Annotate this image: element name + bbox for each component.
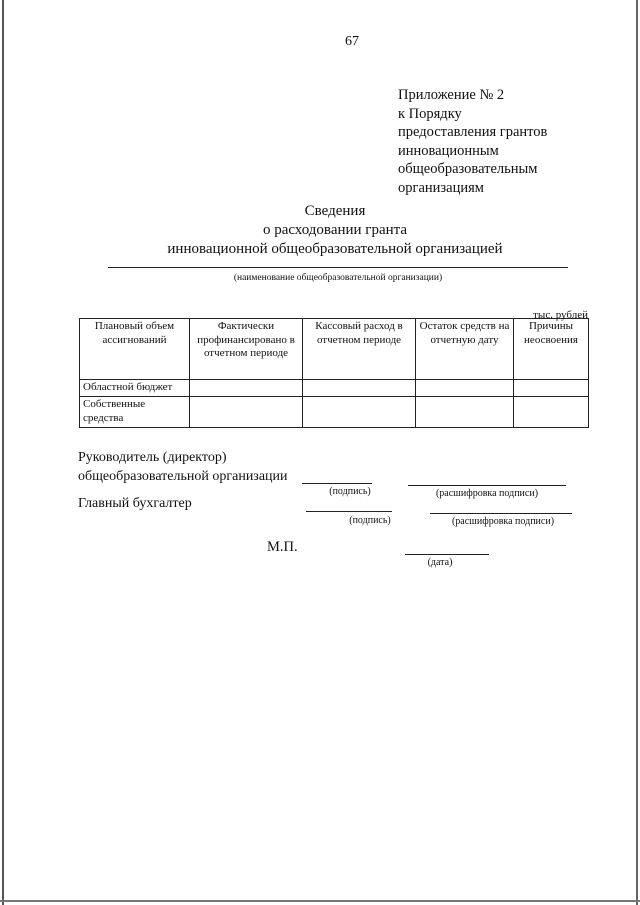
head-title-line2: общеобразовательной организации <box>78 469 288 484</box>
col-header-planned: Плановый объем ассигнований <box>80 319 190 380</box>
accountant-title: Главный бухгалтер <box>78 496 192 511</box>
table-cell <box>303 397 416 428</box>
table-header-row <box>80 319 589 380</box>
page-number: 67 <box>345 34 359 49</box>
table-row <box>80 380 589 397</box>
appendix-line: общеобразовательным <box>398 161 538 177</box>
stamp-place: М.П. <box>267 539 298 555</box>
table-cell <box>416 397 514 428</box>
head-signature-caption: (подпись) <box>329 486 371 497</box>
table-cell <box>514 397 589 428</box>
col-header-financed: Фактически профинансировано в отчетном периоде <box>190 319 303 380</box>
head-title-line1: Руководитель (директор) <box>78 450 227 465</box>
appendix-line: Приложение № 2 <box>398 87 505 103</box>
table-cell <box>514 380 589 397</box>
date-caption: (дата) <box>427 557 453 568</box>
appendix-block <box>398 86 547 197</box>
scan-edge-left <box>2 0 4 905</box>
unit-label: тыс. рублей <box>533 309 588 321</box>
date-line <box>405 554 489 555</box>
col-header-reasons: Причины неосвоения <box>514 319 589 380</box>
accountant-decode-caption: (расшифровка подписи) <box>451 516 555 527</box>
row-label-regional-budget: Областной бюджет <box>80 380 190 397</box>
table-cell <box>416 380 514 397</box>
document-subtitle: о расходовании гранта <box>262 222 408 238</box>
expenses-table <box>79 318 589 428</box>
table-row <box>80 397 589 428</box>
head-decode-caption: (расшифровка подписи) <box>435 488 539 499</box>
appendix-line: инновационным <box>398 142 499 159</box>
col-header-balance: Остаток средств на отчетную дату <box>416 319 514 380</box>
appendix-line: к Порядку <box>398 105 462 122</box>
accountant-signature-caption: (подпись) <box>349 515 391 526</box>
document-title: Сведения <box>304 203 366 219</box>
col-header-cash-expense: Кассовый расход в отчетном периоде <box>303 319 416 380</box>
head-decode-line <box>408 485 566 486</box>
scan-edge-right <box>636 0 638 905</box>
document-subtitle-2: инновационной общеобразовательной организацией <box>167 241 503 257</box>
appendix-line: предоставления грантов <box>398 124 548 140</box>
accountant-decode-line <box>430 513 572 514</box>
appendix-line: организациям <box>398 179 484 196</box>
table-cell <box>303 380 416 397</box>
organization-name-line <box>108 267 568 268</box>
table-cell <box>190 380 303 397</box>
accountant-signature-line <box>306 511 392 512</box>
table-cell <box>190 397 303 428</box>
organization-name-caption: (наименование общеобразовательной организации) <box>233 273 443 283</box>
head-signature-line <box>302 483 372 484</box>
row-label-own-funds: Собственные средства <box>80 397 190 428</box>
scan-edge-bottom <box>0 900 640 902</box>
